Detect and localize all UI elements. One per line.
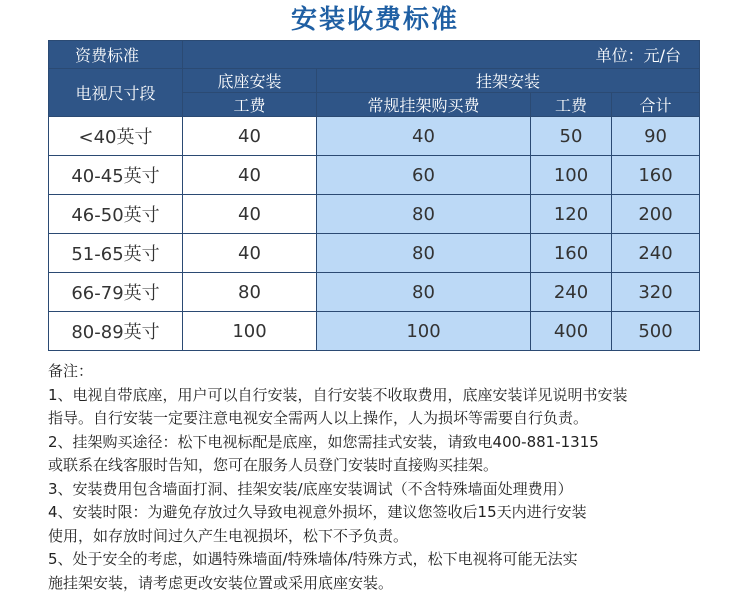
size-cell: 80-89英寸 bbox=[49, 312, 183, 351]
labor-fee-cell: 160 bbox=[531, 234, 612, 273]
purchase-fee-cell: 80 bbox=[317, 234, 531, 273]
note-line: 5、处于安全的考虑，如遇特殊墙面/特殊墙体/特殊方式，松下电视将可能无法实 bbox=[48, 550, 578, 568]
mount-purchase-header: 常规挂架购买费 bbox=[317, 93, 531, 117]
size-cell: 51-65英寸 bbox=[49, 234, 183, 273]
table-row bbox=[49, 234, 700, 273]
purchase-fee-cell: 80 bbox=[317, 195, 531, 234]
table-row bbox=[49, 273, 700, 312]
labor-fee-cell: 100 bbox=[531, 156, 612, 195]
fee-table bbox=[48, 40, 700, 351]
purchase-fee-cell: 40 bbox=[317, 117, 531, 156]
labor-fee-cell: 120 bbox=[531, 195, 612, 234]
purchase-fee-cell: 80 bbox=[317, 273, 531, 312]
base-fee-cell: 100 bbox=[183, 312, 317, 351]
size-cell: <40英寸 bbox=[49, 117, 183, 156]
labor-fee-cell: 50 bbox=[531, 117, 612, 156]
base-labor-header: 工费 bbox=[183, 93, 317, 117]
total-fee-cell: 90 bbox=[612, 117, 700, 156]
base-fee-cell: 40 bbox=[183, 234, 317, 273]
notes-heading: 备注： bbox=[48, 362, 94, 380]
base-fee-cell: 40 bbox=[183, 156, 317, 195]
note-line: 施挂架安装，请考虑更改安装位置或采用底座安装。 bbox=[48, 573, 394, 592]
total-fee-cell: 320 bbox=[612, 273, 700, 312]
total-fee-cell: 200 bbox=[612, 195, 700, 234]
notes-section bbox=[48, 360, 738, 595]
note-line: 4、安装时限：为避免存放过久导致电视意外损坏，建议您签收后15天内进行安装 bbox=[48, 503, 587, 521]
base-install-header: 底座安装 bbox=[183, 69, 317, 93]
base-fee-cell: 40 bbox=[183, 117, 317, 156]
total-fee-cell: 160 bbox=[612, 156, 700, 195]
purchase-fee-cell: 100 bbox=[317, 312, 531, 351]
size-column-header: 电视尺寸段 bbox=[49, 69, 183, 117]
size-cell: 40-45英寸 bbox=[49, 156, 183, 195]
size-cell: 66-79英寸 bbox=[49, 273, 183, 312]
table-row bbox=[49, 117, 700, 156]
table-row bbox=[49, 195, 700, 234]
note-line: 使用，如存放时间过久产生电视损坏，松下不予负责。 bbox=[48, 526, 409, 545]
mount-install-header: 挂架安装 bbox=[317, 69, 700, 93]
base-fee-cell: 40 bbox=[183, 195, 317, 234]
corner-header: 资费标准 bbox=[49, 41, 183, 69]
base-fee-cell: 80 bbox=[183, 273, 317, 312]
note-line: 3、安装费用包含墙面打洞、挂架安装/底座安装调试（不含特殊墙面处理费用） bbox=[48, 479, 573, 498]
note-line: 1、电视自带底座，用户可以自行安装，自行安装不收取费用，底座安装详见说明书安装 bbox=[48, 385, 628, 404]
mount-labor-header: 工费 bbox=[531, 93, 612, 117]
total-fee-cell: 500 bbox=[612, 312, 700, 351]
mount-total-header: 合计 bbox=[612, 93, 700, 117]
note-line: 或联系在线客服时告知，您可在服务人员登门安装时直接购买挂架。 bbox=[48, 456, 499, 474]
labor-fee-cell: 240 bbox=[531, 273, 612, 312]
note-line: 2、挂架购买途径：松下电视标配是底座，如您需挂式安装，请致电400-881-1315 bbox=[48, 432, 599, 451]
table-row bbox=[49, 312, 700, 351]
labor-fee-cell: 400 bbox=[531, 312, 612, 351]
note-line: 指导。自行安装一定要注意电视安全需两人以上操作，人为损坏等需要自行负责。 bbox=[48, 409, 589, 427]
purchase-fee-cell: 60 bbox=[317, 156, 531, 195]
table-row bbox=[49, 156, 700, 195]
page-title: 安装收费标准 bbox=[290, 5, 459, 35]
size-cell: 46-50英寸 bbox=[49, 195, 183, 234]
total-fee-cell: 240 bbox=[612, 234, 700, 273]
unit-label: 单位：元/台 bbox=[183, 41, 700, 69]
